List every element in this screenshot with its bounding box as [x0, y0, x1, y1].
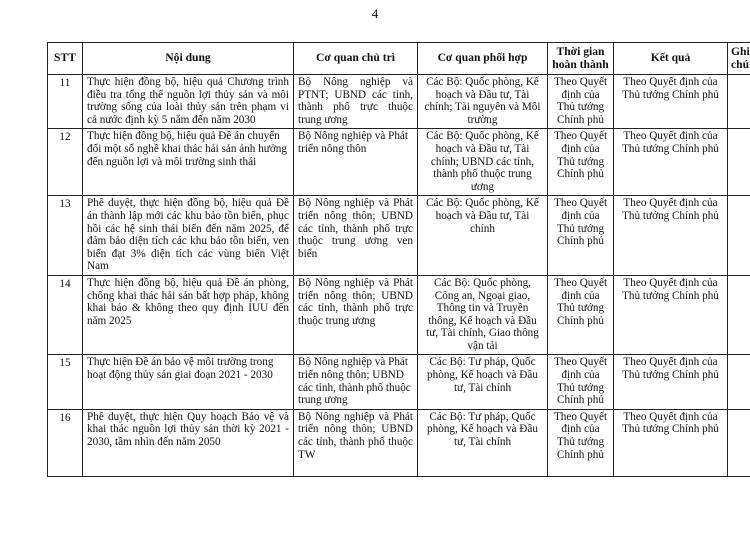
table-row	[48, 409, 750, 476]
cell-content: Phê duyệt, thực hiện Quy hoạch Bảo vệ và khai thác nguồn lợi thủy sản thời kỳ 2021 - 2030, tầm nhìn đến năm 2050	[83, 409, 294, 476]
cell-result: Theo Quyết định của Thủ tướng Chính phủ	[614, 409, 728, 476]
cell-result: Theo Quyết định của Thủ tướng Chính phủ	[614, 355, 728, 409]
cell-result: Theo Quyết định của Thủ tướng Chính phủ	[614, 196, 728, 276]
cell-stt: 14	[48, 275, 83, 355]
page-number: 4	[371, 6, 379, 21]
header-lead-agency: Cơ quan chủ trì	[294, 43, 418, 75]
cell-stt: 16	[48, 409, 83, 476]
cell-content: Thực hiện đồng bộ, hiệu quả Chương trình điều tra tổng thể nguồn lợi thủy sản và môi trường sống của loài thủy sản trên phạm vi cả nước định kỳ 5 năm đến năm 2030	[83, 75, 294, 129]
cell-content: Thực hiện Đề án bảo vệ môi trường trong hoạt động thủy sản giai đoạn 2021 - 2030	[83, 355, 294, 409]
cell-note	[728, 275, 750, 355]
cell-note	[728, 129, 750, 196]
cell-result: Theo Quyết định của Thủ tướng Chính phủ	[614, 75, 728, 129]
cell-deadline: Theo Quyết định của Thủ tướng Chính phủ	[548, 196, 614, 276]
cell-lead-agency: Bộ Nông nghiệp và Phát triển nông thôn; UBND các tỉnh, thành phố trực thuộc trung ương ven biển	[294, 196, 418, 276]
cell-lead-agency: Bộ Nông nghiệp và Phát triển nông thôn; UBND các tỉnh, thành phố thuộc TW	[294, 409, 418, 476]
cell-coop-agency: Các Bộ: Quốc phòng, Kế hoạch và Đầu tư, Tài chính	[418, 196, 548, 276]
header-coop-agency: Cơ quan phối hợp	[418, 43, 548, 75]
cell-result: Theo Quyết định của Thủ tướng Chính phủ	[614, 129, 728, 196]
cell-note	[728, 196, 750, 276]
cell-coop-agency: Các Bộ: Tư pháp, Quốc phòng, Kế hoạch và Đầu tư, Tài chính	[418, 409, 548, 476]
cell-coop-agency: Các Bộ: Quốc phòng, Kế hoạch và Đầu tư, Tài chính; Tài nguyên và Môi trường	[418, 75, 548, 129]
cell-stt: 11	[48, 75, 83, 129]
cell-stt: 15	[48, 355, 83, 409]
cell-content: Thực hiện đồng bộ, hiệu quả Đề án chuyển đổi một số nghề khai thác hải sản ảnh hưởng đến nguồn lợi và môi trường sinh thái	[83, 129, 294, 196]
table-row	[48, 75, 750, 129]
tasks-table	[47, 42, 750, 477]
header-result: Kết quả	[614, 43, 728, 75]
cell-content: Thực hiện đồng bộ, hiệu quả Đề án phòng, chống khai thác hải sản bất hợp pháp, không khai báo & không theo quy định IUU đến năm 2025	[83, 275, 294, 355]
cell-note	[728, 75, 750, 129]
table-header-row	[48, 43, 750, 75]
cell-deadline: Theo Quyết định của Thủ tướng Chính phủ	[548, 355, 614, 409]
cell-deadline: Theo Quyết định của Thủ tướng Chính phủ	[548, 129, 614, 196]
header-note: Ghi chú	[728, 43, 750, 75]
cell-note	[728, 409, 750, 476]
cell-lead-agency: Bộ Nông nghiệp và Phát triển nông thôn; UBND các tỉnh, thành phố thuộc trung ương	[294, 355, 418, 409]
cell-lead-agency: Bộ Nông nghiệp và Phát triển nông thôn	[294, 129, 418, 196]
header-deadline: Thời gian hoàn thành	[548, 43, 614, 75]
header-stt: STT	[48, 43, 83, 75]
cell-stt: 12	[48, 129, 83, 196]
cell-deadline: Theo Quyết định của Thủ tướng Chính phủ	[548, 75, 614, 129]
table-row	[48, 355, 750, 409]
cell-coop-agency: Các Bộ: Tư pháp, Quốc phòng, Kế hoạch và Đầu tư, Tài chính	[418, 355, 548, 409]
cell-content: Phê duyệt, thực hiện đồng bộ, hiệu quả Đề án thành lập mới các khu bảo tồn biển, phục hồi các hệ sinh thái biển đến năm 2025, để đảm bảo diện tích các khu bảo tồn biển, ven biển đạt 3% diện tích các vùng biển Việt Nam	[83, 196, 294, 276]
cell-coop-agency: Các Bộ: Quốc phòng, Công an, Ngoại giao, Thông tin và Truyền thông, Kế hoạch và Đầu tư, Tài chính, Giao thông vận tải	[418, 275, 548, 355]
cell-stt: 13	[48, 196, 83, 276]
cell-lead-agency: Bộ Nông nghiệp và Phát triển nông thôn; UBND các tỉnh, thành phố trực thuộc trung ương	[294, 275, 418, 355]
cell-result: Theo Quyết định của Thủ tướng Chính phủ	[614, 275, 728, 355]
cell-note	[728, 355, 750, 409]
cell-deadline: Theo Quyết định của Thủ tướng Chính phủ	[548, 275, 614, 355]
table-row	[48, 196, 750, 276]
table-row	[48, 275, 750, 355]
header-content: Nội dung	[83, 43, 294, 75]
table-row	[48, 129, 750, 196]
cell-deadline: Theo Quyết định của Thủ tướng Chính phủ	[548, 409, 614, 476]
cell-coop-agency: Các Bộ: Quốc phòng, Kế hoạch và Đầu tư, Tài chính; UBND các tỉnh, thành phố thuộc trung ương	[418, 129, 548, 196]
cell-lead-agency: Bộ Nông nghiệp và PTNT; UBND các tỉnh, thành phố trực thuộc trung ương	[294, 75, 418, 129]
